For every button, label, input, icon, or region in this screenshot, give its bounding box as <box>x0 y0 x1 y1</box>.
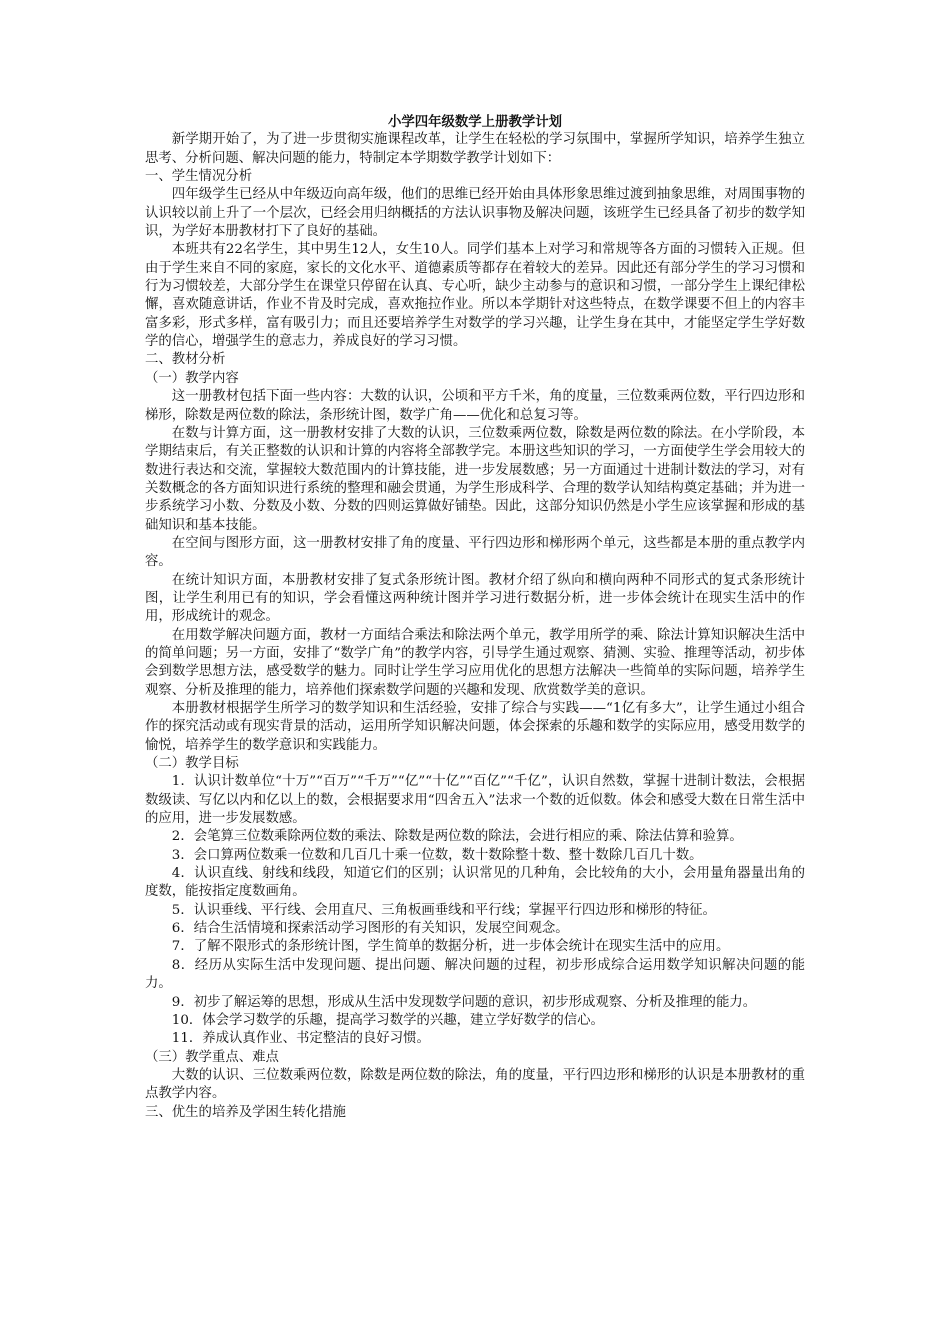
paragraph: 11．养成认真作业、书定整洁的良好习惯。 <box>171 1031 430 1047</box>
paragraph: 在用数学解决问题方面，教材一方面结合乘法和除法两个单元，教学用所学的乘、除法计算知识解决生活中的简单问题；另一方面，安排了“数学广角”的教学内容，引导学生通过观察、猜测、实验、推理等活动，初步体会到数学思想方法，感受数学的魅力。同时让学生学习应用优化的思想方法解决一些简单的实际问题，培养学生观察、分析及推理的能力，培养他们探索数学问题的兴趣和发现、欣赏数学美的意识。 <box>145 627 805 698</box>
paragraph: 本班共有22名学生，其中男生12人，女生10人。同学们基本上对学习和常规等各方面的习惯转入正规。但由于学生来自不同的家庭，家长的文化水平、道德素质等都存在着较大的差异。因此还有部分学生的学习习惯和行为习惯较差，大部分学生在课堂只停留在认真、专心听，缺少主动参与的意识和习惯，一部分学生上课纪律松懈，喜欢随意讲话，作业不肯及时完成，喜欢拖拉作业。所以本学期针对这些特点，在数学课要不但上的内容丰富多彩，形式多样，富有吸引力；而且还要培养学生对数学的学习兴趣，让学生身在其中，才能坚定学生学好数学的信心，增强学生的意志力，养成良好的学习习惯。 <box>145 242 805 350</box>
paragraph: 本册教材根据学生所学习的数学知识和生活经验，安排了综合与实践——“1亿有多大”，让学生通过小组合作的探究活动或有现实背景的活动，运用所学知识解决问题，体会探索的乐趣和数学的实际应用，感受用数学的愉悦，培养学生的数学意识和实践能力。 <box>145 701 805 753</box>
paragraph: 新学期开始了，为了进一步贯彻实施课程改革，让学生在轻松的学习氛围中，掌握所学知识，培养学生独立思考、分析问题、解决问题的能力，特制定本学期数学教学计划如下： <box>145 132 805 166</box>
paragraph: 1．认识计数单位“十万”“百万”“千万”“亿”“十亿”“百亿”“千亿”，认识自然数，掌握十进制计数法，会根据数级读、写亿以内和亿以上的数，会根据要求用“四舍五入”法求一个数的近似数。体会和感受大数在日常生活中的应用，进一步发展数感。 <box>145 774 805 827</box>
paragraph: 4．认识直线、射线和线段，知道它们的区别；认识常见的几种角，会比较角的大小，会用量角器量出角的度数，能按指定度数画角。 <box>145 866 805 900</box>
paragraph: 8．经历从实际生活中发现问题、提出问题、解决问题的过程，初步形成综合运用数学知识解决问题的能力。 <box>145 957 805 992</box>
document-title: 小学四年级数学上册教学计划 <box>387 114 563 130</box>
paragraph: 6．结合生活情境和探索活动学习图形的有关知识，发展空间观念。 <box>171 921 569 937</box>
paragraph: 7．了解不限形式的条形统计图，学生简单的数据分析，进一步体会统计在现实生活中的应用。 <box>171 939 730 955</box>
section-heading: （三）教学重点、难点 <box>145 1049 279 1065</box>
paragraph: 2．会笔算三位数乘除两位数的乘法、除数是两位数的除法，会进行相应的乘、除法估算和验算。 <box>171 829 743 845</box>
document-body <box>145 113 805 1122</box>
paragraph: 5．认识垂线、平行线、会用直尺、三角板画垂线和平行线；掌握平行四边形和梯形的特征。 <box>171 902 716 918</box>
paragraph: 这一册教材包括下面一些内容：大数的认识，公顷和平方千米，角的度量，三位数乘两位数，平行四边形和梯形，除数是两位数的除法，条形统计图，数学广角——优化和总复习等。 <box>145 389 805 423</box>
paragraph: 在空间与图形方面，这一册教材安排了角的度量、平行四边形和梯形两个单元，这些都是本册的重点教学内容。 <box>145 535 805 570</box>
section-heading: 二、教材分析 <box>145 352 226 368</box>
paragraph: 10．体会学习数学的乐趣，提高学习数学的兴趣，建立学好数学的信心。 <box>171 1012 604 1028</box>
paragraph: 在统计知识方面，本册教材安排了复式条形统计图。教材介绍了纵向和横向两种不同形式的复式条形统计图，让学生利用已有的知识，学会看懂这两种统计图并学习进行数据分析，进一步体会统计在现实生活中的作用，形成统计的观念。 <box>145 572 805 625</box>
paragraph-list <box>145 131 805 1122</box>
paragraph: 大数的认识、三位数乘两位数，除数是两位数的除法，角的度量，平行四边形和梯形的认识是本册教材的重点教学内容。 <box>145 1067 805 1102</box>
paragraph: 9．初步了解运筹的思想，形成从生活中发现数学问题的意识，初步形成观察、分析及推理的能力。 <box>171 994 757 1010</box>
paragraph: 四年级学生已经从中年级迈向高年级，他们的思维已经开始由具体形象思维过渡到抽象思维，对周围事物的认识较以前上升了一个层次，已经会用归纳概括的方法认识事物及解决问题，该班学生已经具备了初步的数学知识，为学好本册教材打下了良好的基础。 <box>145 187 805 240</box>
paragraph: 在数与计算方面，这一册教材安排了大数的认识，三位数乘两位数，除数是两位数的除法。在小学阶段，本学期结束后，有关正整数的认识和计算的内容将全部教学完。本册这些知识的学习，一方面使学生学会用较大的数进行表达和交流，掌握较大数范围内的计算技能，进一步发展数感；另一方面通过十进制计数法的学习，对有关数概念的各方面知识进行系统的整理和融会贯通，为学生形成科学、合理的数学认知结构奠定基础；并为进一步系统学习小数、分数及小数、分数的四则运算做好铺垫。因此，这部分知识仍然是小学生应该掌握和形成的基础知识和基本技能。 <box>145 425 805 533</box>
section-heading: 三、优生的培养及学困生转化措施 <box>145 1104 346 1120</box>
section-heading: 一、学生情况分析 <box>145 169 253 185</box>
section-heading: （二）教学目标 <box>145 756 239 772</box>
paragraph: 3．会口算两位数乘一位数和几百几十乘一位数，数十数除整十数、整十数除几百几十数。 <box>171 847 703 863</box>
section-heading: （一）教学内容 <box>145 370 239 386</box>
